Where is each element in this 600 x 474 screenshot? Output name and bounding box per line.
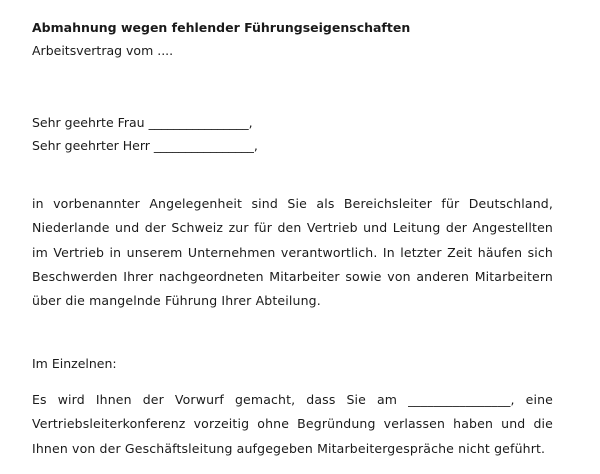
salutation-frau: Sehr geehrte Frau ________________, [32,115,253,130]
salutation-herr: Sehr geehrter Herr ________________, [32,138,258,153]
section-heading: Im Einzelnen: [32,356,117,371]
document-page [32,0,554,474]
body-paragraph-2: Es wird Ihnen der Vorwurf gemacht, dass Sie am ________________, eine Vertriebsleiterkonferenz vorzeitig ohne Begründung verlassen haben und die Ihnen von der Geschäftsleitung aufgegeben Mitarbeitergespräche nicht geführt. [32,392,553,456]
document-title: Abmahnung wegen fehlender Führungseigenschaften [32,20,411,35]
document-subtitle: Arbeitsvertrag vom .... [32,43,174,58]
body-paragraph-1: in vorbenannter Angelegenheit sind Sie als Bereichsleiter für Deutschland, Niederlande und der Schweiz zur für den Vertrieb und Leitung der Angestellten im Vertrieb in unserem Unternehmen verantwortlich. In letzter Zeit häufen sich Beschwerden Ihrer nachgeordneten Mitarbeiter sowie von anderen Mitarbeitern über die mangelnde Führung Ihrer Abteilung. [32,196,553,309]
